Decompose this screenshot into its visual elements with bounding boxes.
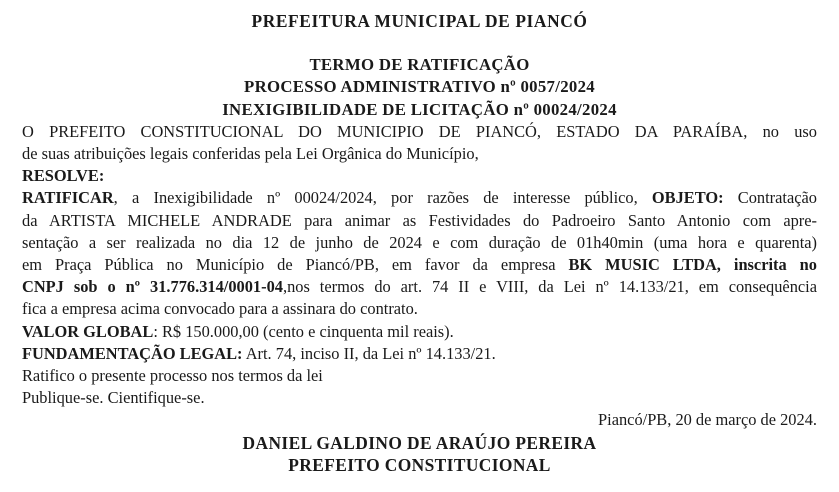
body-line-6: fica a empresa acima convocado para a assinara do contrato. [22, 299, 418, 319]
signatory-name: DANIEL GALDINO DE ARAÚJO PEREIRA [242, 432, 597, 453]
signatory-role: PREFEITO CONSTITUCIONAL [288, 454, 551, 475]
legal-basis-text: Art. 74, inciso II, da Lei nº 14.133/21. [242, 343, 496, 363]
intro-line-1: O PREFEITO CONSTITUCIONAL DO MUNICIPIO DE PIANCÓ, ESTADO DA PARAÍBA, no uso [22, 121, 817, 141]
company-name: BK MUSIC LTDA, inscrita no [568, 255, 817, 275]
spacer [22, 32, 817, 54]
inexigibility-number: INEXIGIBILIDADE DE LICITAÇÃO nº 00024/2024 [222, 99, 617, 119]
body-line-4-text: em Praça Pública no Município de Piancó/PB, em favor da empresa [22, 255, 569, 275]
body-line-4 [22, 254, 817, 276]
legal-basis [22, 343, 817, 365]
resolve-text: RESOLVE: [22, 166, 105, 186]
date-line: Piancó/PB, 20 de março de 2024. [598, 410, 817, 430]
ratificar-label: RATIFICAR [22, 188, 114, 208]
body-line-5 [22, 276, 817, 298]
objeto-label: OBJETO: [651, 188, 724, 208]
publish-statement: Publique-se. Cientifique-se. [22, 388, 205, 408]
ratificar-text: , a Inexigibilidade nº 00024/2024, por razões de interesse público, [113, 188, 652, 208]
body-line-3: sentação a ser realizada no dia 12 de junho de 2024 e com duração de 01h40min (uma hora e quarenta) [22, 232, 817, 252]
intro-line-2: de suas atribuições legais conferidas pela Lei Orgânica do Município, [22, 144, 479, 164]
resolve-label [22, 165, 817, 187]
municipality-header: PREFEITURA MUNICIPAL DE PIANCÓ [251, 11, 588, 31]
company-cnpj: CNPJ sob o nº 31.776.314/0001-04 [22, 277, 283, 297]
body-line-1 [22, 187, 817, 209]
term-title: TERMO DE RATIFICAÇÃO [309, 55, 530, 75]
global-value-text: : R$ 150.000,00 (cento e cinquenta mil reais). [153, 321, 454, 341]
body-line-2: da ARTISTA MICHELE ANDRADE para animar as Festividades do Padroeiro Santo Antonio com apre- [22, 210, 817, 230]
process-number: PROCESSO ADMINISTRATIVO nº 0057/2024 [244, 77, 595, 97]
body-line-5-text: ,nos termos do art. 74 II e VIII, da Lei nº 14.133/21, em consequência [282, 277, 817, 297]
ratify-statement: Ratifico o presente processo nos termos da lei [22, 366, 323, 386]
global-value [22, 321, 817, 343]
legal-basis-label: FUNDAMENTAÇÃO LEGAL: [22, 343, 243, 363]
global-value-label: VALOR GLOBAL [22, 321, 154, 341]
document-body [22, 10, 817, 476]
objeto-text: Contratação [723, 188, 817, 208]
